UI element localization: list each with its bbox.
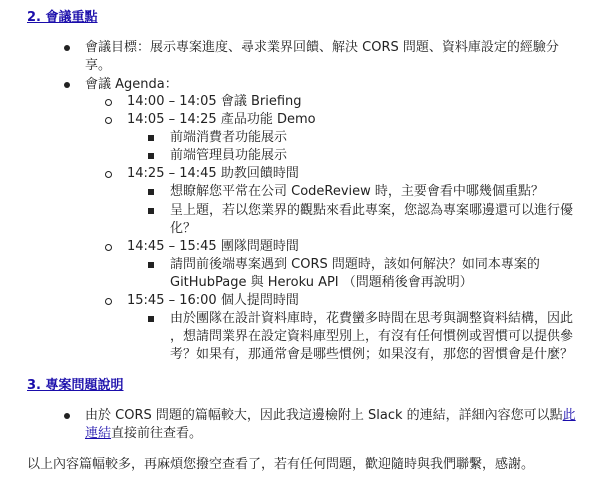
bullet-circle-icon <box>105 117 112 124</box>
agenda-item-time: 14:25 – 14:45 助教回饋時間 <box>127 166 299 181</box>
agenda-item-time: 14:05 – 14:25 產品功能 Demo <box>127 112 316 127</box>
agenda-subitem: 呈上題，若以您業界的觀點來看此專案，您認為專案哪邊還可以進行優 <box>170 203 574 218</box>
closing-text: 以上內容篇幅較多，再麻煩您撥空查看了，若有任何問題，歡迎隨時與我們聯繫，感謝。 <box>27 457 535 472</box>
bullet-square-icon <box>148 153 154 159</box>
bullet-disc-icon <box>64 413 70 419</box>
cors-text-rest: 直接前往查看。 <box>111 426 203 441</box>
agenda-item-time: 14:00 – 14:05 會議 Briefing <box>127 94 302 109</box>
bullet-disc-icon <box>64 45 70 51</box>
bullet-square-icon <box>148 135 154 141</box>
cors-text: 由於 CORS 問題的篇幅較大，因此我這邊檢附上 Slack 的連結，詳細內容您可以點 <box>85 408 563 423</box>
agenda-item-time: 14:45 – 15:45 團隊問題時間 <box>127 239 299 254</box>
agenda-subitem: 前端消費者功能展示 <box>170 130 288 145</box>
bullet-square-icon <box>148 316 154 322</box>
bullet-circle-icon <box>105 171 112 178</box>
agenda-subitem-cont: 化？ <box>170 221 197 236</box>
agenda-label: 會議 Agenda： <box>85 77 178 92</box>
agenda-subitem: 請問前後端專案遇到 CORS 問題時，該如何解決？如同本專案的 <box>170 257 540 272</box>
bullet-circle-icon <box>105 99 112 106</box>
cors-text-line-2 <box>85 425 202 443</box>
slack-link[interactable]: 連結 <box>85 426 112 441</box>
agenda-subitem-cont: 考？如果有，那通常會是哪些慣例；如果沒有，那您的習慣會是什麼？ <box>170 347 574 362</box>
section-2-heading[interactable]: 2. 會議重點 <box>27 10 98 25</box>
cors-text-line-1 <box>85 407 576 425</box>
bullet-circle-icon <box>105 298 112 305</box>
agenda-item-time: 15:45 – 16:00 個人提問時間 <box>127 293 299 308</box>
agenda-subitem: 前端管理員功能展示 <box>170 148 288 163</box>
slack-link[interactable]: 此 <box>562 408 576 423</box>
meeting-goal-line-1: 會議目標：展示專案進度、尋求業界回饋、解決 CORS 問題、資料庫設定的經驗分 <box>85 40 559 55</box>
agenda-subitem-cont: GitHubPage 與 Heroku API （問題稍後會再說明） <box>170 275 473 290</box>
section-3-heading[interactable]: 3. 專案問題說明 <box>27 378 124 393</box>
bullet-disc-icon <box>64 82 70 88</box>
agenda-subitem-cont: ，想請問業界在設定資料庫型別上，有沒有任何慣例或習慣可以提供參 <box>170 329 574 344</box>
bullet-circle-icon <box>105 244 112 251</box>
bullet-square-icon <box>148 208 154 214</box>
agenda-subitem: 由於團隊在設計資料庫時，花費蠻多時間在思考與調整資料結構，因此 <box>170 311 574 326</box>
bullet-square-icon <box>148 189 154 195</box>
agenda-subitem: 想瞭解您平常在公司 CodeReview 時，主要會看中哪幾個重點？ <box>170 184 544 199</box>
bullet-square-icon <box>148 262 154 268</box>
meeting-goal-line-2: 享。 <box>85 58 112 73</box>
